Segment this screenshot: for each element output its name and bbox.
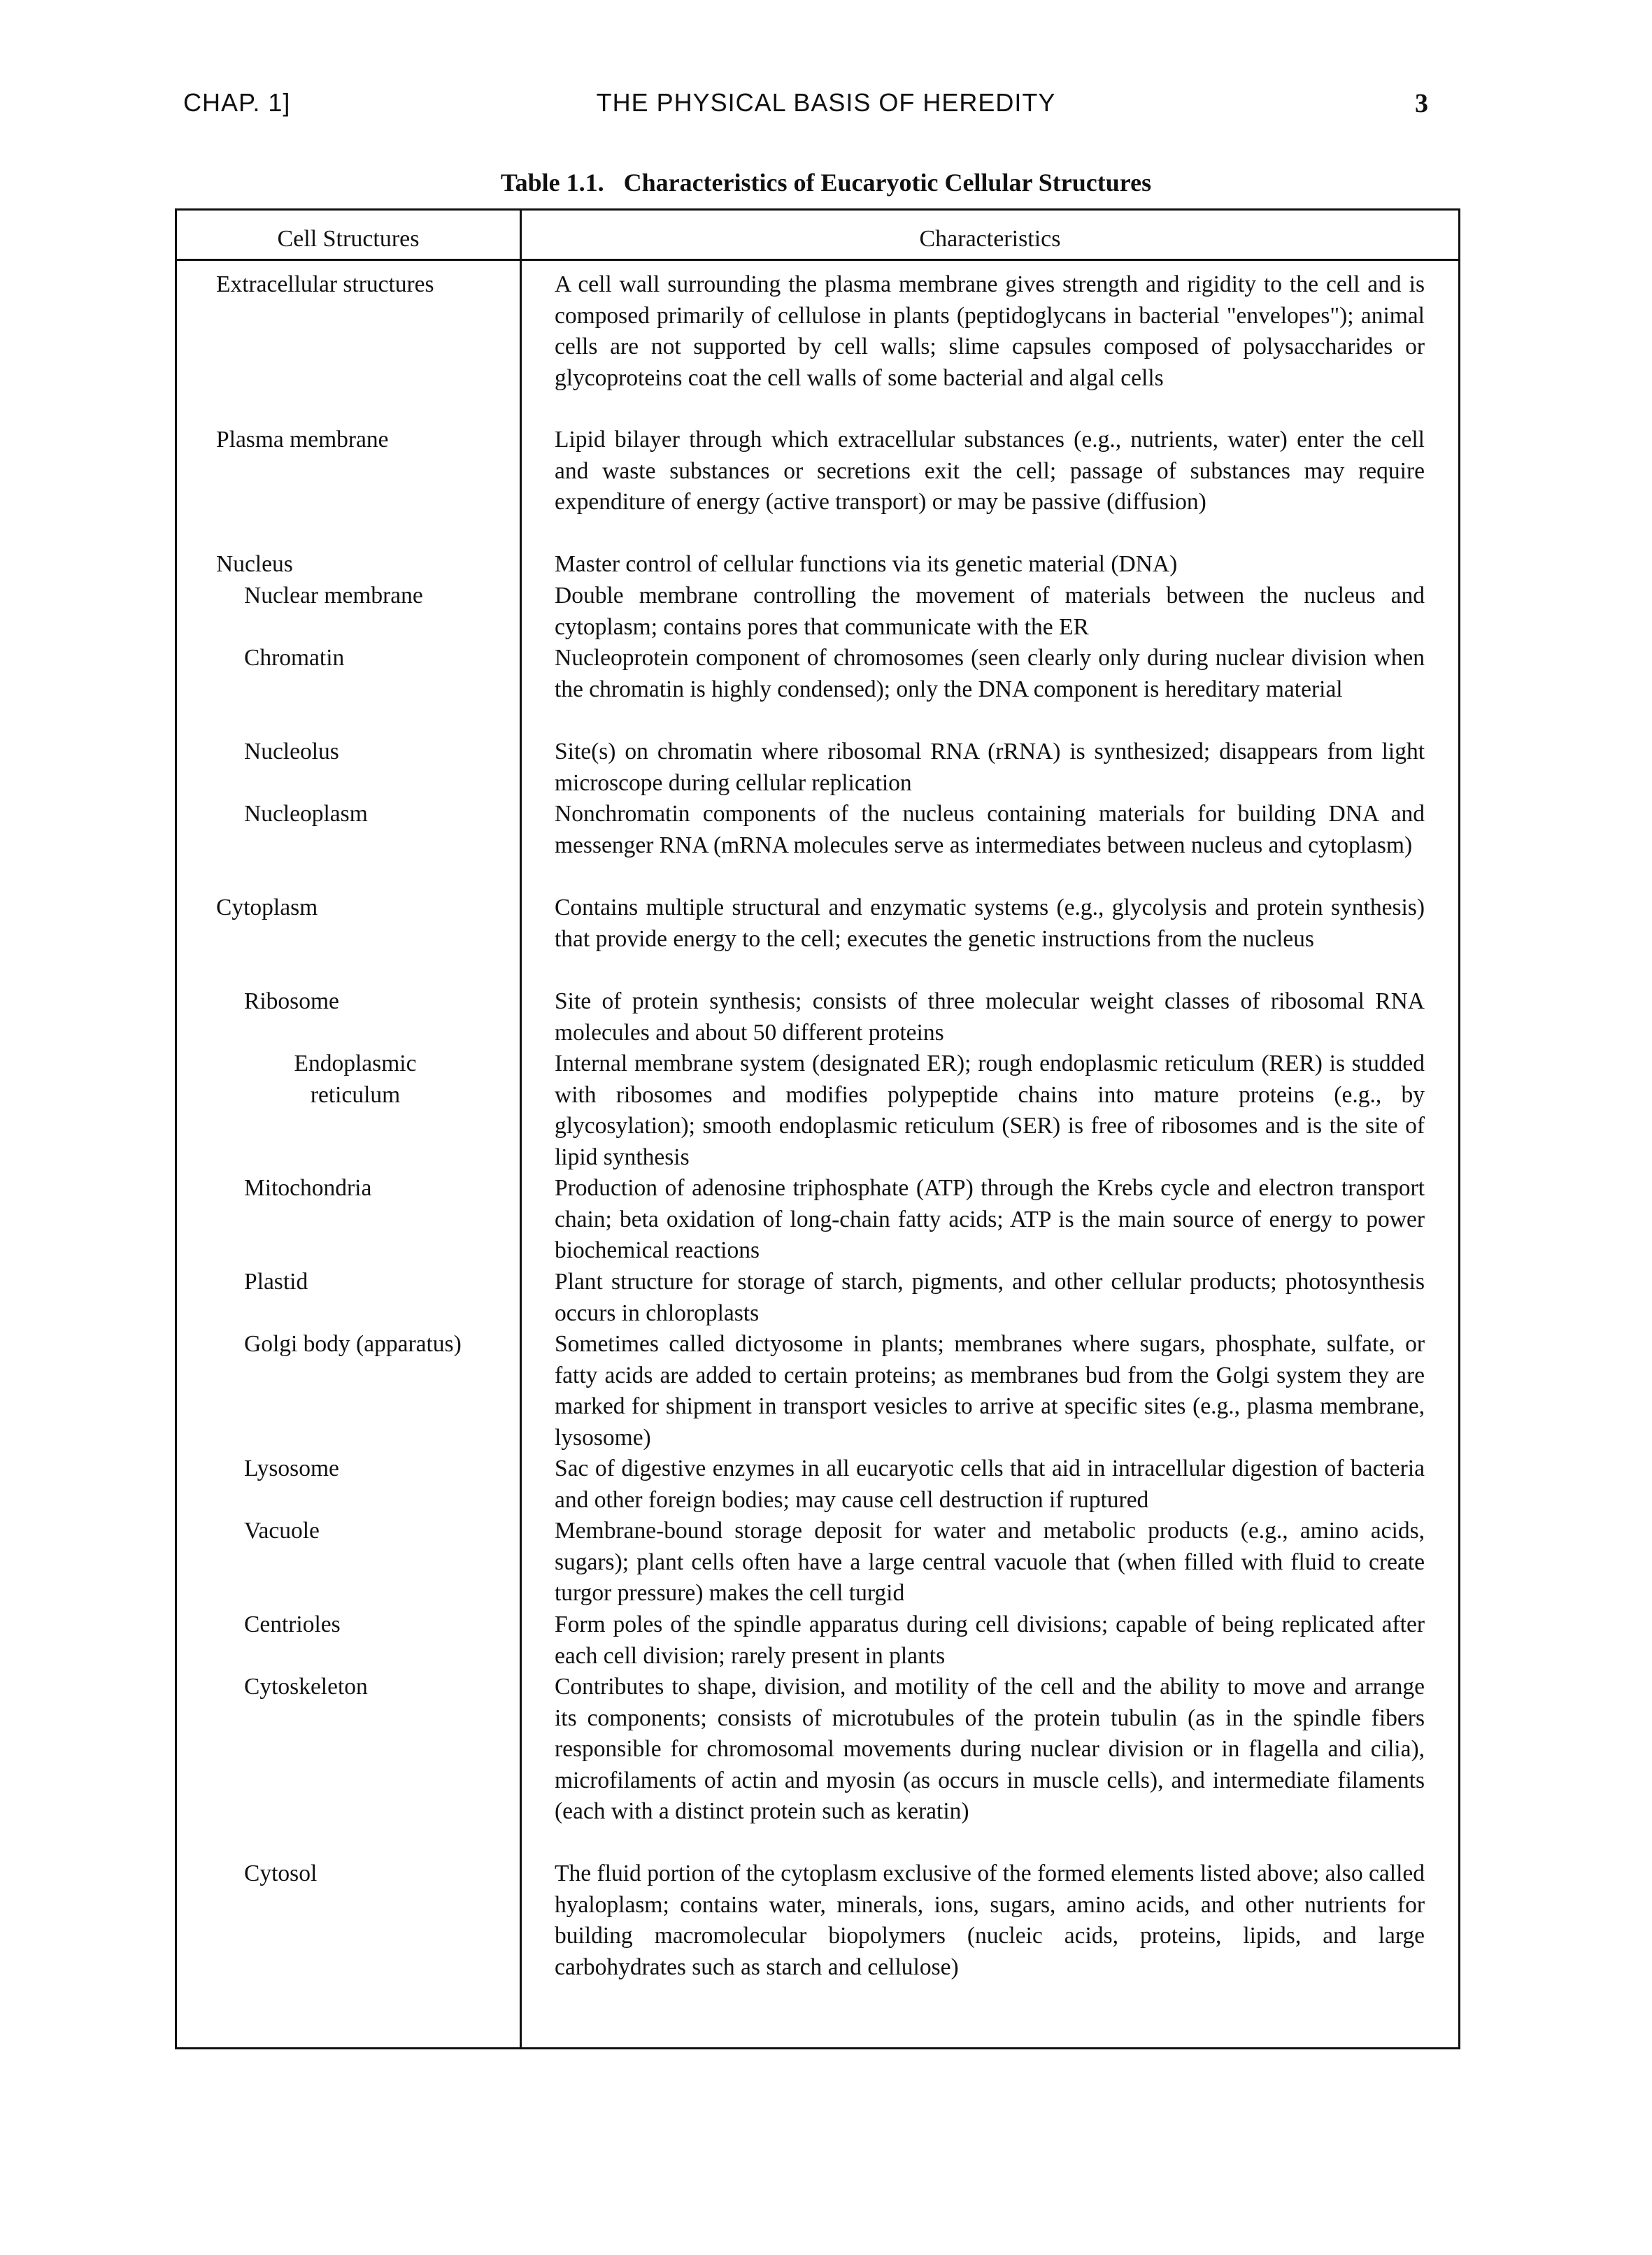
structure-characteristics: Sac of digestive enzymes in all eucaryotic cells that aid in intracellular digestion of bacteria and other foreign bodies; may cause cell destruction if ruptured (555, 1456, 1425, 1513)
structure-characteristics: Site of protein synthesis; consists of three molecular weight classes of ribosomal RNA molecules and about 50 different proteins (555, 988, 1425, 1046)
table-row (177, 1672, 1458, 1858)
structure-name: Chromatin (244, 645, 345, 671)
page-number: 3 (1415, 89, 1428, 118)
header-cell-structures: Cell Structures (277, 226, 420, 252)
structure-name: Golgi body (apparatus) (244, 1331, 462, 1357)
structure-name: Nuclear membrane (244, 583, 423, 609)
table-row (177, 643, 1458, 737)
structure-characteristics: Master control of cellular functions via its genetic material (DNA) (555, 551, 1178, 577)
table-caption (0, 168, 1652, 197)
table-body (177, 269, 1458, 1983)
table-row (177, 549, 1458, 581)
table-row (177, 799, 1458, 892)
structure-characteristics: Sometimes called dictyosome in plants; membranes where sugars, phosphate, sulfate, or fatty acids are added to certain proteins; as membranes bud from the Golgi system they are marked for shipment in transport vesicles to arrive at specific sites (e.g., plasma membrane, lysosome) (555, 1331, 1425, 1451)
table-row (177, 1329, 1458, 1453)
structure-characteristics: A cell wall surrounding the plasma membrane gives strength and rigidity to the cell and is composed primarily of cellulose in plants (peptidoglycans in bacterial "envelopes"); animal cells are not supported by cell walls; slime capsules composed of polysaccharides or glycoproteins coat the cell walls of some bacterial and algal cells (555, 271, 1425, 391)
running-head (0, 88, 1652, 125)
table-row (177, 1267, 1458, 1329)
structure-name: Extracellular structures (216, 271, 434, 297)
structure-name: Ribosome (244, 988, 339, 1014)
structure-name: Cytoskeleton (244, 1674, 368, 1700)
table-row (177, 269, 1458, 425)
structure-name: Centrioles (244, 1612, 341, 1637)
table-row (177, 1048, 1458, 1173)
table-caption-title: Characteristics of Eucaryotic Cellular Structures (623, 169, 1152, 197)
table-row (177, 1453, 1458, 1516)
structure-name: Vacuole (244, 1518, 320, 1544)
cell-structures-table (175, 208, 1460, 2049)
table-row (177, 581, 1458, 643)
structure-name: Mitochondria (244, 1175, 372, 1201)
table-row (177, 892, 1458, 986)
table-caption-label: Table 1.1. (500, 169, 604, 197)
structure-name: Cytosol (244, 1861, 318, 1886)
structure-characteristics: Nucleoprotein component of chromosomes (seen clearly only during nuclear division when the chromatin is highly condensed); only the DNA component is hereditary material (555, 645, 1425, 702)
structure-characteristics: Nonchromatin components of the nucleus containing materials for building DNA and messenger RNA (mRNA molecules serve as intermediates between nucleus and cytoplasm) (555, 801, 1425, 858)
structure-characteristics: Plant structure for storage of starch, pigments, and other cellular products; photosynthesis occurs in chloroplasts (555, 1269, 1425, 1326)
structure-characteristics: Membrane-bound storage deposit for water and metabolic products (e.g., amino acids, sugars); plant cells often have a large central vacuole that (when filled with fluid to create turgor pressure) makes the cell turgid (555, 1518, 1425, 1606)
structure-characteristics: Form poles of the spindle apparatus during cell divisions; capable of being replicated after each cell division; rarely present in plants (555, 1612, 1425, 1669)
table-row (177, 737, 1458, 799)
structure-name: Plastid (244, 1269, 308, 1295)
table-header-row (177, 211, 1458, 261)
structure-characteristics: Internal membrane system (designated ER); rough endoplasmic reticulum (RER) is studded with ribosomes and modifies polypeptide chains into mature proteins (e.g., by glycosylation); smooth endoplasmic reticulum (SER) is free of ribosomes and is the site of lipid synthesis (555, 1051, 1425, 1170)
structure-name: Endoplasmic reticulum (294, 1051, 417, 1108)
table-row (177, 425, 1458, 549)
structure-characteristics: The fluid portion of the cytoplasm exclusive of the formed elements listed above; also called hyaloplasm; contains water, minerals, ions, sugars, amino acids, and other nutrients for building macromolecular biopolymers (nucleic acids, proteins, lipids, and large carbohydrates such as starch and cellulose) (555, 1861, 1425, 1980)
structure-name: Nucleolus (244, 739, 339, 764)
structure-name: Lysosome (244, 1456, 339, 1481)
structure-characteristics: Lipid bilayer through which extracellular substances (e.g., nutrients, water) enter the cell and waste substances or secretions exit the cell; passage of substances may require expenditure of energy (active transport) or may be passive (diffusion) (555, 427, 1425, 515)
table-row (177, 986, 1458, 1048)
structure-characteristics: Contains multiple structural and enzymatic systems (e.g., glycolysis and protein synthesis) that provide energy to the cell; executes the genetic instructions from the nucleus (555, 895, 1425, 952)
structure-characteristics: Contributes to shape, division, and motility of the cell and the ability to move and arrange its components; consists of microtubules of the protein tubulin (as in the spindle fibers responsible for chromosomal movements during nuclear division or in flagella and cilia), microfilaments of actin and myosin (as occurs in muscle cells), and intermediate filaments (each with a distinct protein such as keratin) (555, 1674, 1425, 1824)
table-row (177, 1516, 1458, 1609)
structure-name: Cytoplasm (216, 895, 318, 920)
table-row (177, 1173, 1458, 1267)
table-row (177, 1609, 1458, 1672)
header-characteristics: Characteristics (919, 226, 1061, 252)
structure-name: Plasma membrane (216, 427, 389, 453)
chapter-label: CHAP. 1] (183, 88, 291, 117)
structure-name: Nucleus (216, 551, 293, 577)
structure-characteristics: Production of adenosine triphosphate (ATP) through the Krebs cycle and electron transport chain; beta oxidation of long-chain fatty acids; ATP is the main source of energy to power biochemical reactions (555, 1175, 1425, 1263)
running-title: THE PHYSICAL BASIS OF HEREDITY (596, 88, 1056, 117)
structure-characteristics: Double membrane controlling the movement of materials between the nucleus and cytoplasm; contains pores that communicate with the ER (555, 583, 1425, 640)
table-row (177, 1858, 1458, 1983)
structure-characteristics: Site(s) on chromatin where ribosomal RNA (rRNA) is synthesized; disappears from light microscope during cellular replication (555, 739, 1425, 796)
structure-name: Nucleoplasm (244, 801, 368, 827)
